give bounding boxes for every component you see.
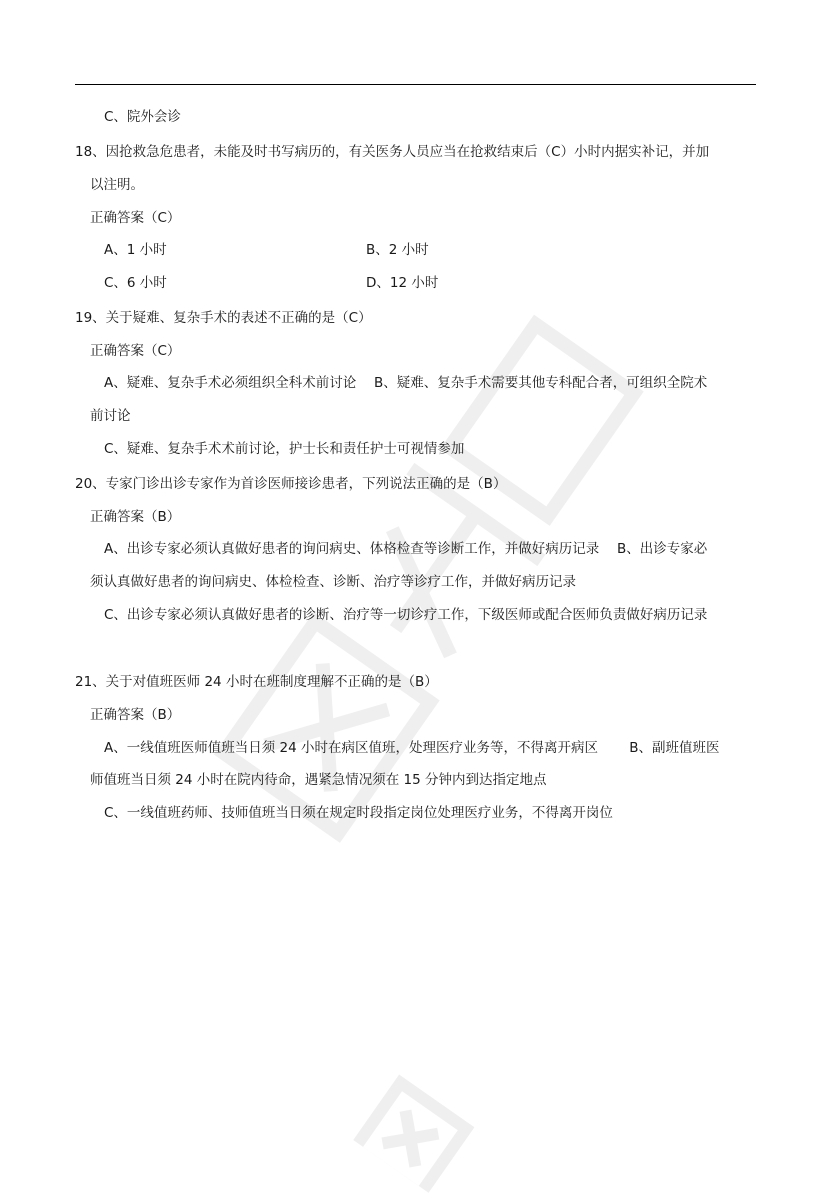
q18-stem-line1: 18、因抢救急危患者，未能及时书写病历的，有关医务人员应当在抢救结束后（C）小时内据实补记，并加 <box>75 144 710 160</box>
watermark-bottom <box>342 1063 488 1201</box>
q18-option-a: A、1 小时 <box>104 242 167 258</box>
q18-option-c: C、6 小时 <box>104 275 167 291</box>
q21-option-c: C、一线值班药师、技师值班当日须在规定时段指定岗位处理医疗业务，不得离开岗位 <box>104 805 613 821</box>
q21-stem: 21、关于对值班医师 24 小时在班制度理解不正确的是（B） <box>75 674 438 690</box>
q19-options-line1: A、疑难、复杂手术必须组织全科术前讨论 B、疑难、复杂手术需要其他专科配合者，可组织全院术 <box>104 375 708 391</box>
q20-option-c: C、出诊专家必须认真做好患者的诊断、治疗等一切诊疗工作，下级医师或配合医师负责做好病历记录 <box>104 607 708 623</box>
q18-option-d: D、12 小时 <box>366 275 439 291</box>
q19-option-c: C、疑难、复杂手术术前讨论，护士长和责任护士可视情参加 <box>104 441 465 457</box>
q19-stem: 19、关于疑难、复杂手术的表述不正确的是（C） <box>75 310 372 326</box>
q20-options-line1: A、出诊专家必须认真做好患者的询问病史、体格检查等诊断工作，并做好病历记录 B、出诊专家必 <box>104 541 708 557</box>
q20-answer: 正确答案（B） <box>90 509 181 525</box>
q20-stem: 20、专家门诊出诊专家作为首诊医师接诊患者，下列说法正确的是（B） <box>75 476 507 492</box>
q19-options-line2: 前讨论 <box>90 408 131 424</box>
q21-answer: 正确答案（B） <box>90 707 181 723</box>
q19-answer: 正确答案（C） <box>90 343 181 359</box>
q18-answer: 正确答案（C） <box>90 210 181 226</box>
q21-options-line2: 师值班当日须 24 小时在院内待命，遇紧急情况须在 15 分钟内到达指定地点 <box>90 772 547 788</box>
q18-option-b: B、2 小时 <box>366 242 429 258</box>
q17-option-c: C、院外会诊 <box>104 109 181 125</box>
q20-options-line2: 须认真做好患者的询问病史、体检检查、诊断、治疗等诊疗工作，并做好病历记录 <box>90 574 576 590</box>
q21-options-line1: A、一线值班医师值班当日须 24 小时在病区值班，处理医疗业务等，不得离开病区 B、副班值班医 <box>104 740 720 756</box>
header-rule <box>75 84 756 85</box>
q18-stem-line2: 以注明。 <box>90 177 144 193</box>
